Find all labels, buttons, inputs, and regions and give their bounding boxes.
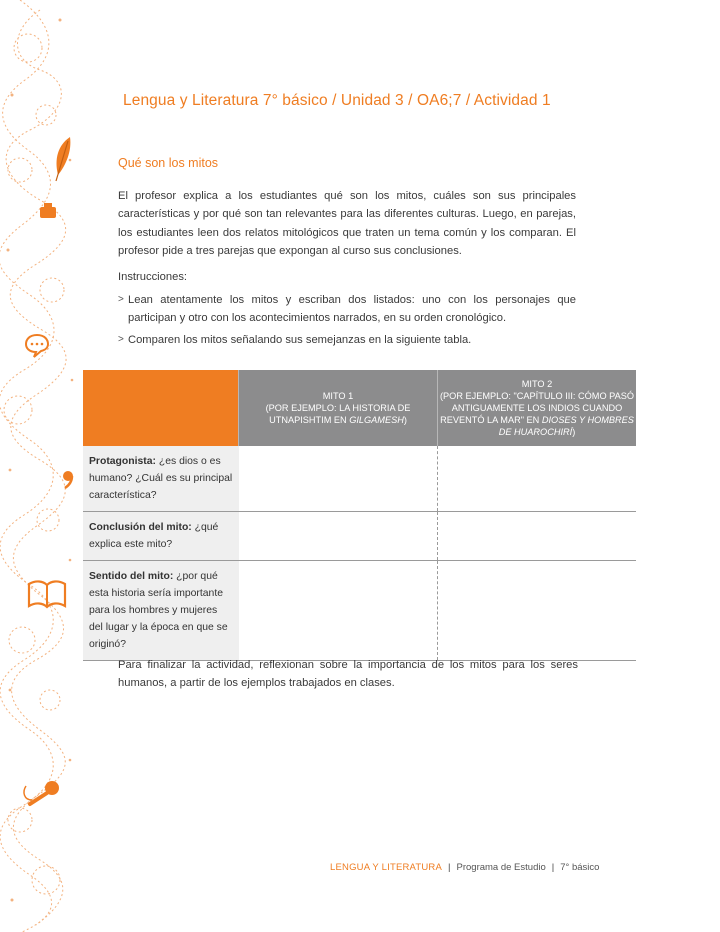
inkwell-icon xyxy=(38,201,58,219)
footer-subject: LENGUA Y LITERATURA xyxy=(330,862,443,873)
footer-separator: | xyxy=(448,862,451,873)
column-header-close: ) xyxy=(572,427,576,437)
section-title: Qué son los mitos xyxy=(118,156,219,170)
page-footer xyxy=(330,862,599,873)
microphone-icon xyxy=(22,778,62,808)
row-question: ¿por qué esta historia sería importante para los hombres y mujeres del lugar y la época en que se originó? xyxy=(89,571,228,650)
column-header-mito-2 xyxy=(438,370,637,446)
column-header-work-title: DIOSES Y HOMBRES DE HUAROCHIRÍ xyxy=(498,415,634,437)
answer-cell-mito-1[interactable] xyxy=(239,561,438,661)
footer-program: Programa de Estudio xyxy=(456,862,546,873)
table-row xyxy=(83,512,636,561)
footer-separator: | xyxy=(551,862,555,873)
answer-cell-mito-2[interactable] xyxy=(438,561,637,661)
column-header-example: (POR EJEMPLO: LA HISTORIA DE UTNAPISHTIM EN xyxy=(265,403,411,425)
row-label: Sentido del mito: xyxy=(89,571,174,582)
column-header-mito-1 xyxy=(239,370,438,446)
activity-title: Lengua y Literatura 7° básico / Unidad 3 / OA6;7 / Actividad 1 xyxy=(123,92,551,109)
column-header-title: MITO 1 xyxy=(322,391,354,401)
row-header-protagonista xyxy=(83,446,239,512)
answer-cell-mito-2[interactable] xyxy=(438,446,637,512)
instructions-label: Instrucciones: xyxy=(118,271,188,283)
open-book-icon xyxy=(26,578,68,610)
answer-cell-mito-1[interactable] xyxy=(239,446,438,512)
speech-bubble-icon xyxy=(24,332,50,358)
table-row xyxy=(83,561,636,661)
chevron-right-icon: > xyxy=(118,334,124,345)
chevron-right-icon: > xyxy=(118,294,124,305)
instruction-item xyxy=(118,291,576,328)
column-header-work-title: GILGAMESH xyxy=(349,415,404,425)
row-label: Conclusión del mito: xyxy=(89,522,192,533)
table-corner-cell xyxy=(83,370,239,446)
answer-cell-mito-1[interactable] xyxy=(239,512,438,561)
row-question: ¿es dios o es humano? ¿Cuál es su principal característica? xyxy=(89,456,233,501)
closing-paragraph: Para finalizar la actividad, reflexionan sobre la importancia de los mitos para los seres humanos, a partir de los ejemplos trabajados en clases. xyxy=(118,659,578,690)
footer-grade: 7° básico xyxy=(560,862,600,873)
instruction-item xyxy=(118,331,576,349)
row-label: Protagonista: xyxy=(89,456,156,467)
column-header-example: (POR EJEMPLO: "CAPÍTULO III: CÓMO PASÓ ANTIGUAMENTE LOS INDIOS CUANDO REVENTÓ LA MAR" EN xyxy=(439,391,635,425)
comma-icon xyxy=(62,470,74,490)
row-header-sentido xyxy=(83,561,239,661)
instruction-text: Lean atentamente los mitos y escriban dos listados: uno con los personajes que participan y otro con los acontecimientos narrados, en su orden cronológico. xyxy=(128,294,576,325)
answer-cell-mito-2[interactable] xyxy=(438,512,637,561)
feather-pen-icon xyxy=(50,135,76,183)
table-row xyxy=(83,446,636,512)
row-header-conclusion xyxy=(83,512,239,561)
intro-paragraph: El profesor explica a los estudiantes qué son los mitos, cuáles son sus principales características y por qué son tan relevantes para las diferentes culturas. Luego, en parejas, los estudiantes leen dos relatos mitológicos que traten un tema común y los comparan. El profesor pide a tres parejas que expongan al curso sus conclusiones. xyxy=(118,190,576,257)
instruction-text: Comparen los mitos señalando sus semejanzas en la siguiente tabla. xyxy=(128,334,472,346)
column-header-close: ) xyxy=(403,415,407,425)
column-header-title: MITO 2 xyxy=(521,379,553,389)
row-question: ¿qué explica este mito? xyxy=(89,522,219,550)
myth-comparison-table xyxy=(83,370,636,661)
